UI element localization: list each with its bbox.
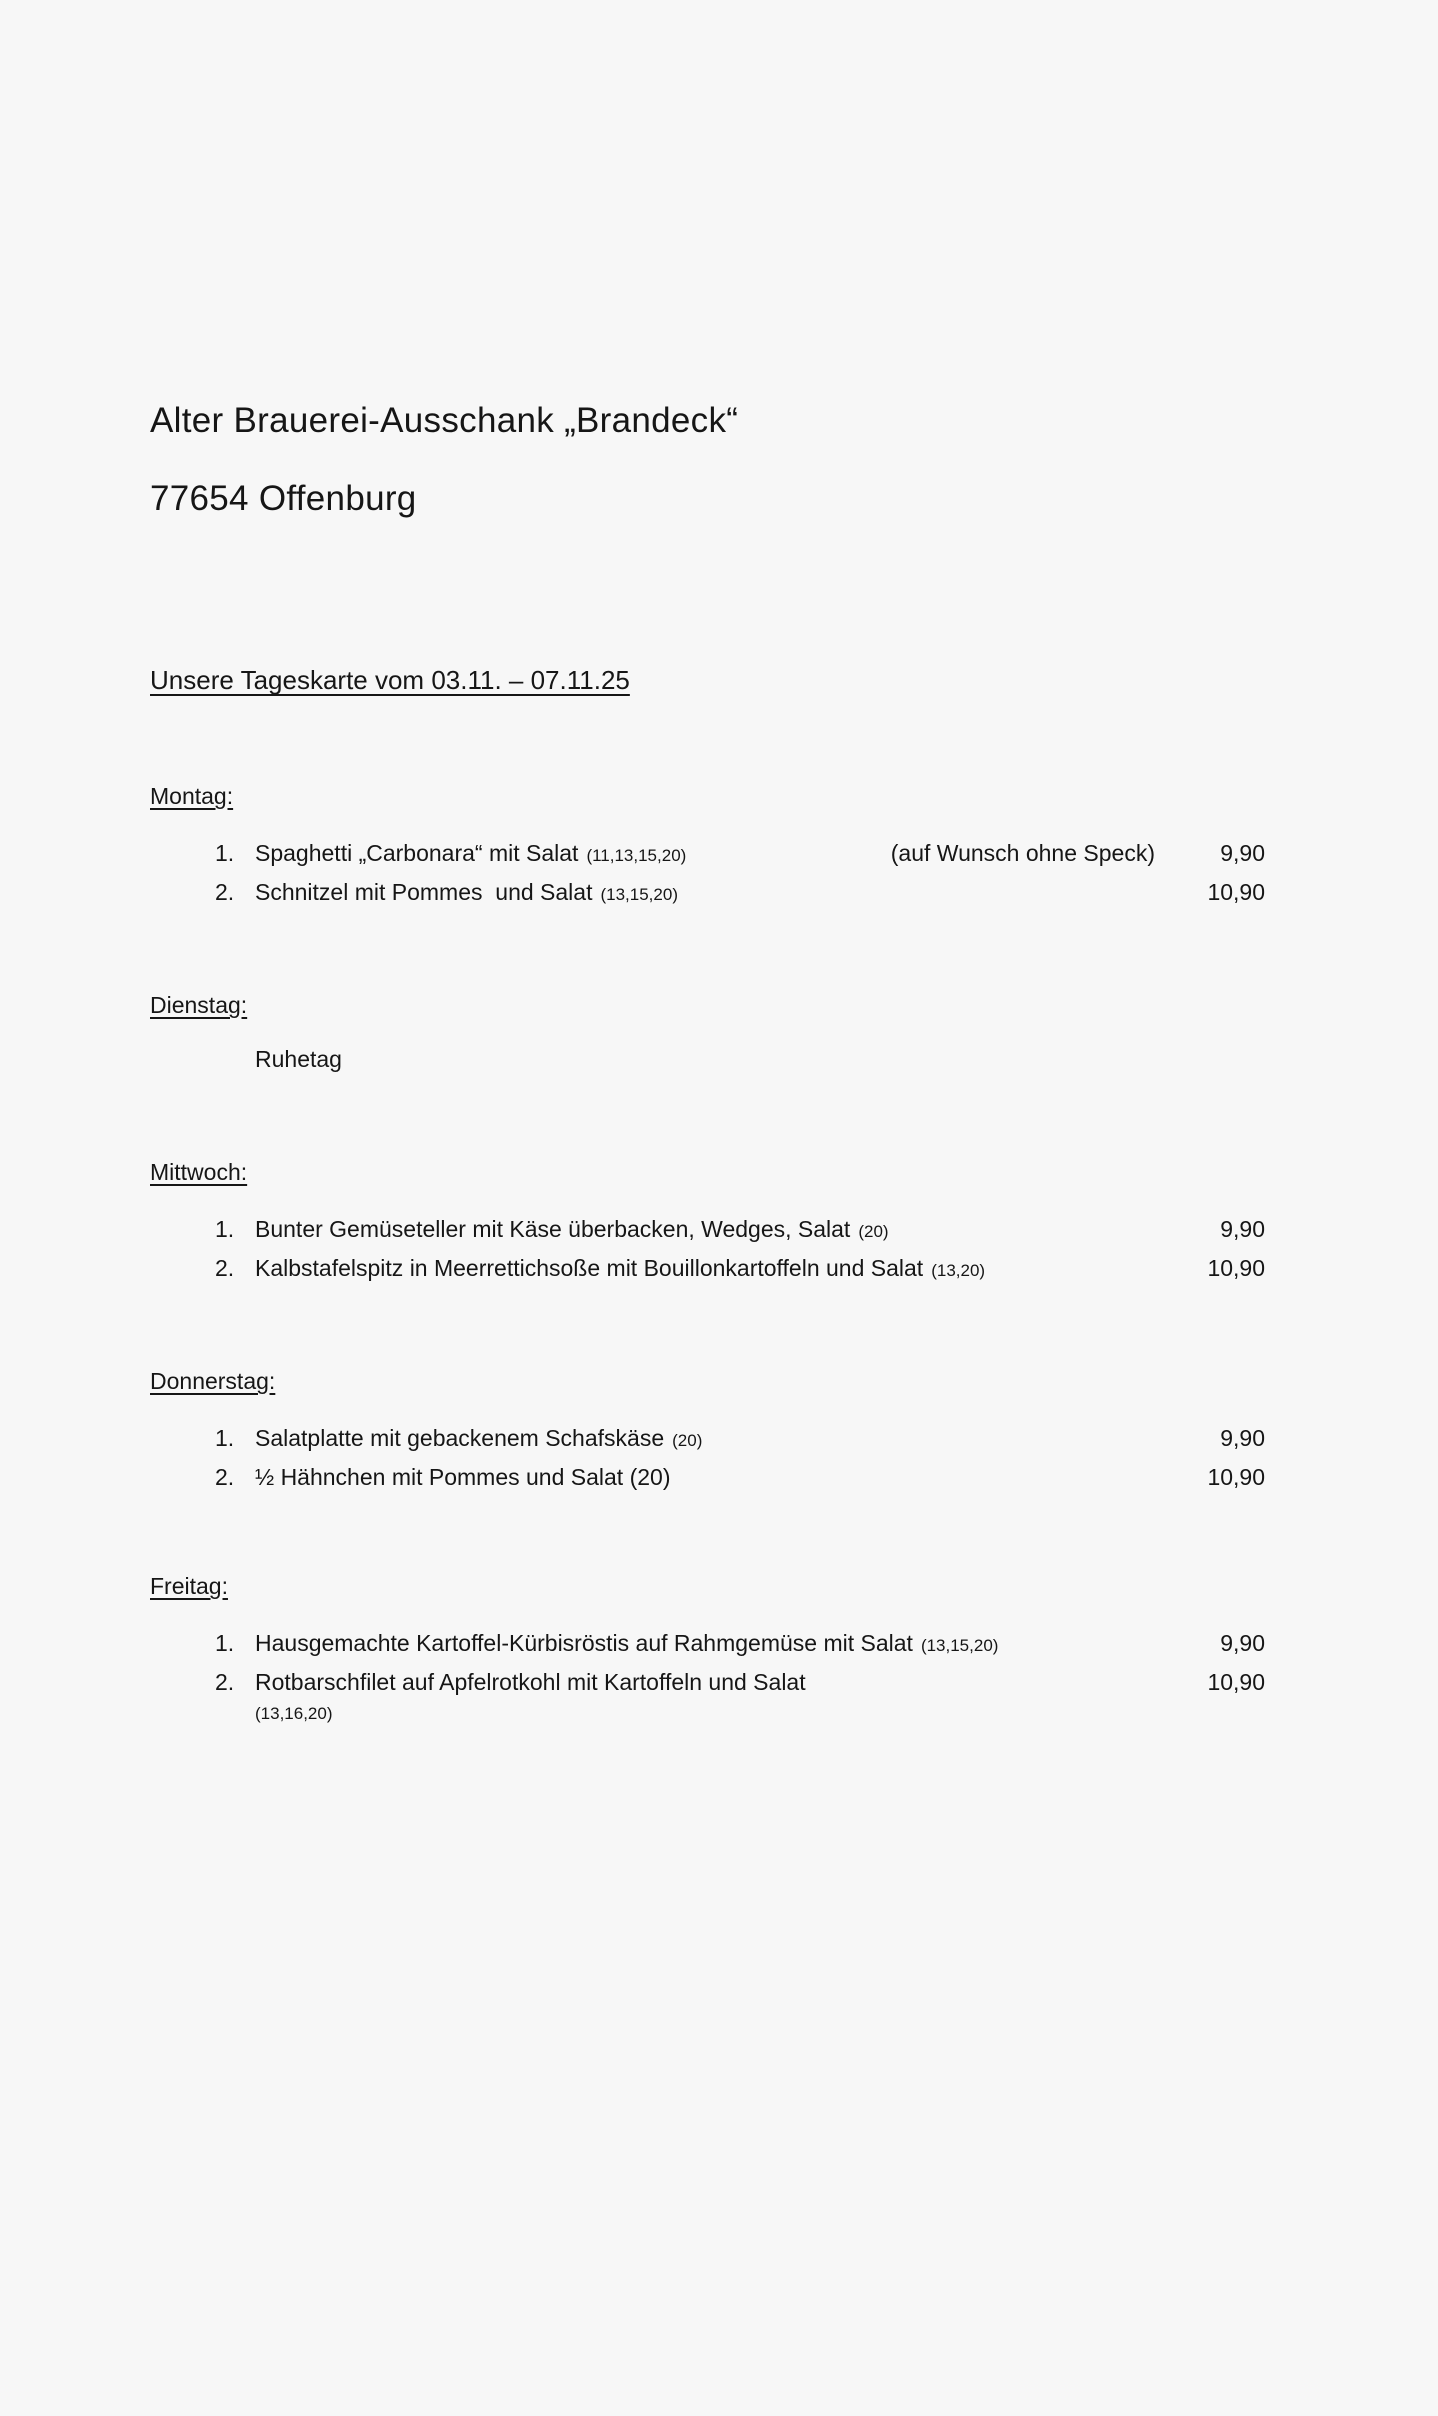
day-heading: Mittwoch:	[150, 1159, 248, 1185]
item-dish: Schnitzel mit Pommes und Salat	[255, 879, 593, 905]
item-list	[150, 1625, 1265, 1727]
item-list	[150, 835, 1265, 913]
item-dish: Bunter Gemüseteller mit Käse überbacken, Wedges, Salat	[255, 1216, 851, 1242]
item-allergens: (13,15,20)	[920, 1636, 999, 1655]
day-section-mittwoch	[150, 1154, 1265, 1289]
menu-title: Unsere Tageskarte vom 03.11. – 07.11.25	[150, 665, 630, 695]
item-text	[255, 1420, 1180, 1459]
item-dish: Spaghetti „Carbonara“ mit Salat	[255, 840, 579, 866]
item-number: 1.	[215, 840, 235, 866]
item-number: 1.	[215, 1630, 235, 1656]
day-heading: Montag:	[150, 783, 234, 809]
item-dish: Rotbarschfilet auf Apfelrotkohl mit Kartoffeln und Salat	[255, 1669, 806, 1695]
menu-item	[150, 1459, 1265, 1496]
item-dish: Kalbstafelspitz in Meerrettichsoße mit Bouillonkartoffeln und Salat	[255, 1255, 924, 1281]
item-number: 1.	[215, 1216, 235, 1242]
item-dish: Salatplatte mit gebackenem Schafskäse	[255, 1425, 665, 1451]
item-dish: Hausgemachte Kartoffel-Kürbisröstis auf Rahmgemüse mit Salat	[255, 1630, 913, 1656]
item-allergens: (20)	[672, 1431, 703, 1450]
item-price: 10,90	[1207, 1464, 1265, 1490]
item-number: 1.	[215, 1425, 235, 1451]
item-allergens: (13,16,20)	[255, 1704, 333, 1723]
item-allergens: (13,20)	[931, 1261, 986, 1280]
item-dish: ½ Hähnchen mit Pommes und Salat (20)	[255, 1464, 671, 1490]
day-section-dienstag	[150, 987, 1265, 1078]
item-price: 9,90	[1220, 1425, 1265, 1451]
menu-item	[150, 835, 1265, 874]
item-text	[255, 835, 891, 874]
item-text	[255, 1459, 1180, 1496]
item-price: 10,90	[1207, 1255, 1265, 1281]
day-section-donnerstag	[150, 1363, 1265, 1496]
item-list	[150, 1211, 1265, 1289]
restaurant-name: Alter Brauerei-Ausschank „Brandeck“	[150, 401, 739, 440]
item-note: (auf Wunsch ohne Speck)	[890, 840, 1155, 866]
item-number: 2.	[215, 1255, 235, 1281]
item-allergens: (20)	[858, 1222, 889, 1241]
item-price: 10,90	[1207, 1669, 1265, 1695]
item-text	[255, 874, 1180, 913]
item-price: 9,90	[1220, 1216, 1265, 1242]
menu-item	[150, 874, 1265, 913]
day-heading: Freitag:	[150, 1573, 228, 1599]
day-heading: Donnerstag:	[150, 1368, 276, 1394]
item-price: 9,90	[1220, 1630, 1265, 1656]
closed-note: Ruhetag	[255, 1046, 342, 1072]
menu-item	[150, 1420, 1265, 1459]
item-text	[255, 1664, 1180, 1727]
menu-item	[150, 1664, 1265, 1727]
item-price: 10,90	[1207, 879, 1265, 905]
item-text	[255, 1211, 1180, 1250]
menu-item	[150, 1625, 1265, 1664]
item-text	[255, 1250, 1180, 1289]
item-price: 9,90	[1220, 840, 1265, 866]
item-text	[255, 1625, 1180, 1664]
day-section-freitag	[150, 1568, 1265, 1727]
restaurant-city: 77654 Offenburg	[150, 479, 417, 518]
menu-item	[150, 1250, 1265, 1289]
item-number: 2.	[215, 1464, 235, 1490]
item-number: 2.	[215, 879, 235, 905]
item-allergens: (13,15,20)	[600, 885, 678, 904]
menu-item	[150, 1211, 1265, 1250]
day-section-montag	[150, 778, 1265, 913]
item-number: 2.	[215, 1669, 235, 1695]
day-heading: Dienstag:	[150, 992, 248, 1018]
item-allergens: (11,13,15,20)	[586, 846, 687, 865]
item-list	[150, 1420, 1265, 1496]
